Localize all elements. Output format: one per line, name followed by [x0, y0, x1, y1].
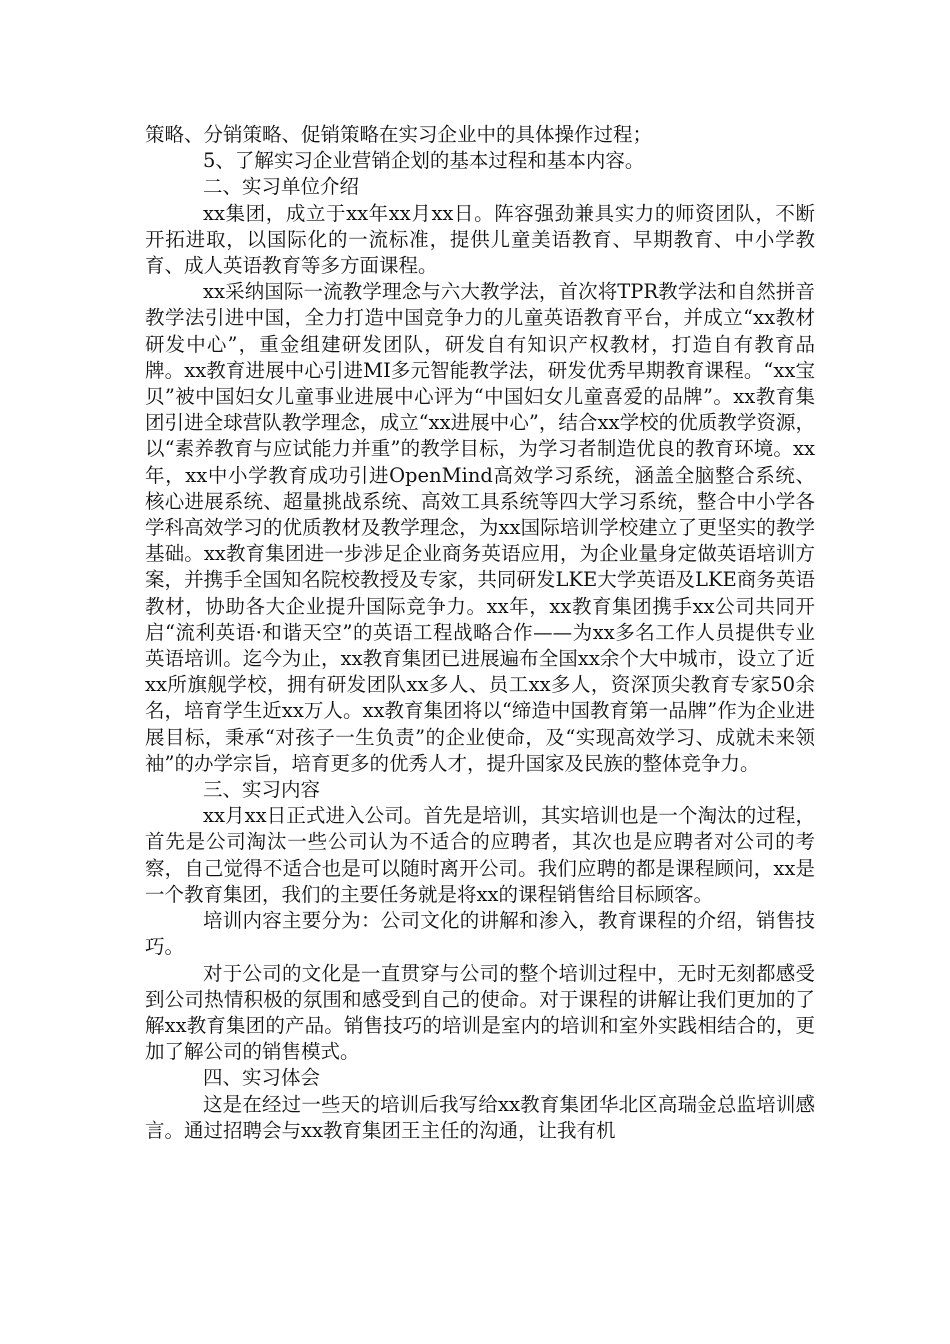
section-heading: 三、实习内容	[203, 778, 321, 802]
paragraph: 这是在经过一些天的培训后我写给xx教育集团华北区高瑞金总监培训感言。通过招聘会与xx教育集团王主任的沟通，让我有机	[145, 1092, 815, 1142]
paragraph: 培训内容主要分为：公司文化的讲解和渗入，教育课程的介绍，销售技巧。	[145, 909, 815, 959]
section-heading: 二、实习单位介绍	[203, 175, 360, 199]
paragraph: 5、了解实习企业营销企划的基本过程和基本内容。	[203, 149, 645, 173]
paragraph: 策略、分销策略、促销策略在实习企业中的具体操作过程；	[145, 123, 653, 146]
paragraph: xx采纳国际一流教学理念与六大教学法，首次将TPR教学法和自然拼音教学法引进中国，全力打造中国竞争力的儿童英语教育平台，并成立“xx教材研发中心”，重金组建研发团队，研发自有知识产权教材，打造自有教育品牌。xx教育进展中心引进MI多元智能教学法，研发优秀早期教育课程。“xx宝贝”被中国妇女儿童事业进展中心评为“中国妇女儿童喜爱的品牌”。xx教育集团引进全球营队教学理念，成立“xx进展中心”，结合xx学校的优质教学资源，以“素养教育与应试能力并重”的教学目标，为学习者制造优良的教育环境。xx年，xx中小学教育成功引进OpenMind高效学习系统，涵盖全脑整合系统、核心进展系统、超量挑战系统、高效工具系统等四大学习系统，整合中小学各学科高效学习的优质教材及教学理念，为xx国际培训学校建立了更坚实的教学基础。xx教育集团进一步涉足企业商务英语应用，为企业量身定做英语培训方案，并携手全国知名院校教授及专家，共同研发LKE大学英语及LKE商务英语教材，协助各大企业提升国际竞争力。xx年，xx教育集团携手xx公司共同开启“流利英语·和谐天空”的英语工程战略合作——为xx多名工作人员提供专业英语培训。迄今为止，xx教育集团已进展遍布全国xx余个大中城市，设立了近xx所旗舰学校，拥有研发团队xx多人、员工xx多人，资深顶尖教育专家50余名，培育学生近xx万人。xx教育集团将以“缔造中国教育第一品牌”作为企业进展目标，秉承“对孩子一生负责”的企业使命，及“实现高效学习、成就未来领袖”的办学宗旨，培育更多的优秀人才，提升国家及民族的整体竞争力。	[145, 280, 815, 775]
document-body	[145, 122, 815, 1144]
section-heading: 四、实习体会	[203, 1066, 321, 1090]
paragraph: 对于公司的文化是一直贯穿与公司的整个培训过程中，无时无刻都感受到公司热情积极的氛围和感受到自己的使命。对于课程的讲解让我们更加的了解xx教育集团的产品。销售技巧的培训是室内的培训和室外实践相结合的，更加了解公司的销售模式。	[145, 961, 815, 1064]
paragraph: xx月xx日正式进入公司。首先是培训，其实培训也是一个淘汰的过程，首先是公司淘汰一些公司认为不适合的应聘者，其次也是应聘者对公司的考察，自己觉得不适合也是可以随时离开公司。我们应聘的都是课程顾问，xx是一个教育集团，我们的主要任务就是将xx的课程销售给目标顾客。	[145, 804, 815, 906]
paragraph: xx集团，成立于xx年xx月xx日。阵容强劲兼具实力的师资团队，不断开拓进取，以国际化的一流标准，提供儿童美语教育、早期教育、中小学教育、成人英语教育等多方面课程。	[145, 201, 815, 278]
